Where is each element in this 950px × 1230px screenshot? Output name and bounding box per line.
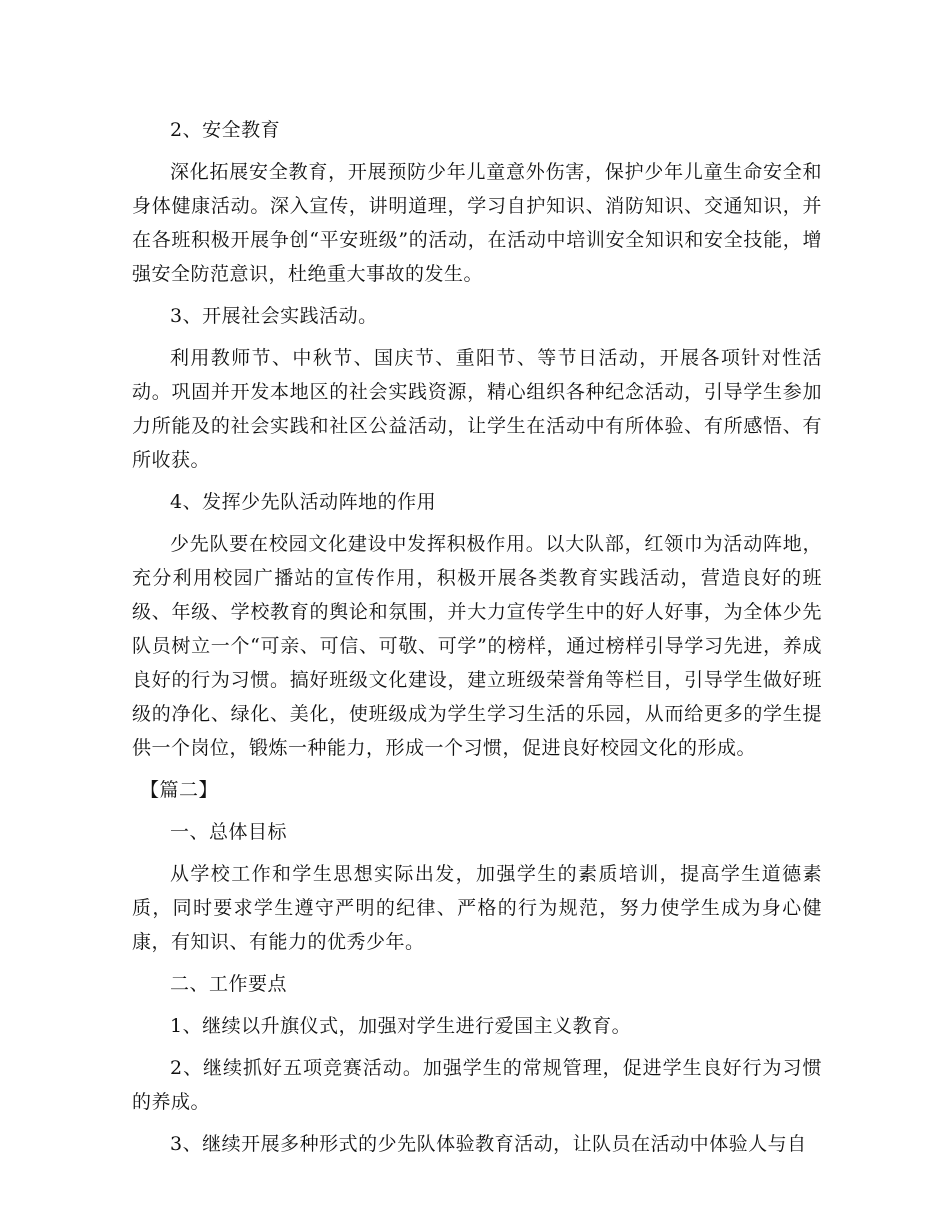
heading-overall-goal: 一、总体目标 (170, 821, 288, 843)
paragraph-point-1: 1、继续以升旗仪式，加强对学生进行爱国主义教育。 (170, 1015, 632, 1037)
document-body (132, 113, 822, 1169)
heading-work-points: 二、工作要点 (170, 973, 288, 995)
paragraph-overall-goal: 从学校工作和学生思想实际出发，加强学生的素质培训，提高学生道德素质，同时要求学生遵守严明的纪律、严格的行为规范，努力使学生成为身心健康，有知识、有能力的优秀少年。 (132, 863, 822, 953)
paragraph-pioneer-base: 少先队要在校园文化建设中发挥积极作用。以大队部，红领巾为活动阵地，充分利用校园广播站的宣传作用，积极开展各类教育实践活动，营造良好的班级、年级、学校教育的舆论和氛围，并大力宣传学生中的好人好事，为全体少先队员树立一个“可亲、可信、可敬、可学”的榜样，通过榜样引导学习先进，养成良好的行为习惯。搞好班级文化建设，建立班级荣誉角等栏目，引导学生做好班级的净化、绿化、美化，使班级成为学生学习生活的乐园，从而给更多的学生提供一个岗位，锻炼一种能力，形成一个习惯，促进良好校园文化的形成。 (132, 533, 822, 759)
paragraph-point-2: 2、继续抓好五项竞赛活动。加强学生的常规管理，促进学生良好行为习惯的养成。 (132, 1057, 822, 1113)
heading-safety-education: 2、安全教育 (170, 119, 281, 141)
heading-social-practice: 3、开展社会实践活动。 (170, 305, 378, 327)
paragraph-safety-education: 深化拓展安全教育，开展预防少年儿童意外伤害，保护少年儿童生命安全和身体健康活动。深入宣传，讲明道理，学习自护知识、消防知识、交通知识，并在各班积极开展争创“平安班级”的活动，在活动中培训安全知识和安全技能，增强安全防范意识，杜绝重大事故的发生。 (132, 161, 822, 285)
paragraph-social-practice: 利用教师节、中秋节、国庆节、重阳节、等节日活动，开展各项针对性活动。巩固并开发本地区的社会实践资源，精心组织各种纪念活动，引导学生参加力所能及的社会实践和社区公益活动，让学生在活动中有所体验、有所感悟、有所收获。 (132, 347, 822, 471)
heading-pioneer-base: 4、发挥少先队活动阵地的作用 (170, 491, 437, 513)
section-marker-part-two: 【篇二】 (140, 779, 219, 801)
paragraph-point-3: 3、继续开展多种形式的少先队体验教育活动，让队员在活动中体验人与自 (170, 1133, 807, 1155)
